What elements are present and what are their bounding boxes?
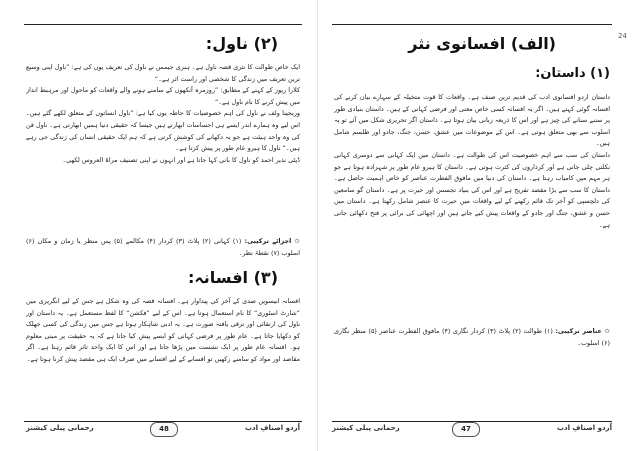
footer-book-title: اُردو اصنافِ ادب <box>556 424 612 432</box>
paragraph: افسانہ انیسویں صدی کے آخر کی پیداوار ہے۔ افسانہ قصہ کی وہ شکل ہے جس کے لیے انگریزی میں ”شارٹ اسٹوری“ کا نام استعمال ہوتا ہے۔ اس کے لیے ”فکشن“ کا لفظ مستعمل ہے۔ یہ داستان اور ناول کی ارتقائی اور ترقی یافتہ صورت ہے۔ یہ ادبی شاہکار ہوتا ہے جس میں زندگی کی کسی جھلک کو دکھایا جاتا ہے۔ عام طور پر فرضی کہانی کو ایسے پیش کیا جاتا ہے کہ یہ حقیقت پر مبنی معلوم ہو۔ افسانہ عام طور پر ایک نشست میں پڑھا جاتا ہے اور اس کا ایک واحد تاثر قائم رہتا ہے۔ اگر مقاصد اور مواد کو سامنے رکھیں تو افسانے کے لیے افسانے میں صرف ایک ہی مقصد پیش کرنا ہوتا ہے۔ <box>26 297 300 363</box>
subheading-dastan: (۱) داستان: <box>535 66 610 81</box>
left-page <box>0 0 318 451</box>
section-heading-fictional-prose: (الف) افسانوی نثر <box>408 34 556 53</box>
page-number: 48 <box>150 422 178 437</box>
paragraph: کلارا ریوز کے کہنے کے مطابق: ”روزمرہ آنکھوں کے سامنے ہونے والے واقعات کو ماحول اور مرہبط انداز میں پیش کرنے کا نام ناول ہے۔“ <box>26 86 300 106</box>
page-number: 47 <box>452 422 480 437</box>
novel-body <box>26 62 300 234</box>
footer-publisher: رحمانی پبلی کیشنز <box>332 424 400 432</box>
elements-list: (۱) طوالت (۲) پلاٹ (۳) کردار نگاری (۴) مافوق الفطرت عناصر (۵) منظر نگاری (۶) اسلوب۔ <box>334 327 610 347</box>
footer-book-title: اُردو اصنافِ ادب <box>244 424 300 432</box>
elements-label: ✩ اجزائے ترکیبی: <box>244 237 300 245</box>
section-heading-short-story: (۳) افسانہ: <box>188 268 278 287</box>
dastan-body <box>334 92 610 324</box>
dastan-elements <box>334 326 610 354</box>
novel-elements <box>26 236 300 260</box>
right-page <box>318 0 638 451</box>
paragraph: وریجینا ولف نے ناول کی اہم خصوصیات کا حاطہ یوں کیا ہے: ”ناول انسانوں کے متعلق لکھے گئے ہیں۔ اس لیے وہ ہمارے اندر ایسے ہی احساسات ابھارتے ہیں جیسا کہ حقیقی دنیا ہمیں ابھارتی ہے۔ ناول فن کی وہ واحد ہیئت ہے جو یہ دکھانے کی کوشش کرتی ہے کہ ہم ایک حقیقی انسان کی زندگی جی رہے ہیں۔“ ناول کا ہیرو عام طور پر پیش کرتا ہے۔ <box>26 109 300 153</box>
top-rule <box>24 24 302 25</box>
paragraph: داستان اردو افسانوی ادب کی قدیم ترین صنف ہے۔ واقعات کا قوت متخیلہ کے سہارے بیان کرنے کی افسانہ گوئی کہتے ہیں۔ اگر یہ افسانہ کسی خاص معنی اور فرضی کہانی کے ہیں۔ داستان بنیادی طور پر سننے سنانے کی چیز ہے اور اس کا ذریعہ زبانی بیان ہوتا ہے۔ داستان اگر تحریری شکل میں آئے تو یہ اسلوب سے بھی متعلق ہوتی ہے۔ اس کے موضوعات میں عشق، حسن، جنگ، جادو اور طلسم شامل ہیں۔ <box>334 93 610 148</box>
top-rule <box>332 24 612 25</box>
elements-list: (۱) کہانی (۲) پلاٹ (۳) کردار (۴) مکالمے (۵) پس منظر یا زمان و مکاں (۶) اسلوب (۷) نقطۂ نظر۔ <box>26 237 300 257</box>
paragraph: داستان کی سب سے اہم خصوصیت اس کی طوالت ہے۔ داستان میں ایک کہانی سے دوسری کہانی نکلتی چلی جاتی ہے اور کرداروں کی کثرت ہوتی ہے۔ داستان کا ہیرو عام طور پر شہزادہ ہوتا ہے جو ہر مہم میں کامیاب رہتا ہے۔ داستان کی دنیا میں مافوق الفطرت عناصر کو خاص اہمیت حاصل ہے۔ داستان کا سب سے بڑا مقصد تفریح ہے اور اس کی بنیاد تجسس اور حیرت پر ہے۔ داستان گو سامعین کی دلچسپی کو آخر تک قائم رکھنے کے لیے واقعات میں حیرت کا عنصر شامل رکھتا ہے۔ داستان میں حسن و عشق، جنگ اور جادو کے واقعات پیش کیے جاتے ہیں اور اچھائی کی برائی پر فتح دکھائی جاتی ہے۔ <box>334 150 610 229</box>
section-heading-novel: (۲) ناول: <box>205 34 278 53</box>
short-story-body <box>26 296 300 418</box>
footer-publisher: رحمانی پبلی کیشنز <box>26 424 94 432</box>
elements-label: ✩ عناصر ترکیبی: <box>555 327 610 335</box>
paragraph: ڈپٹی نذیر احمد کو ناول کا بانی کہا جاتا ہے اور انہوں نے اپنی تصنیف مراۃ العروس لکھی۔ <box>62 155 300 164</box>
paragraph: ایک خاص طوالت کا نثری قصہ ناول ہے۔ ہنری جیمس نے ناول کی تعریف یوں کی ہے: ”ناول اپنی وسیع ترین تعریف میں زندگی کا شخصی اور راست اثر ہے۔“ <box>26 63 300 83</box>
margin-page-number: 24 <box>618 32 627 40</box>
